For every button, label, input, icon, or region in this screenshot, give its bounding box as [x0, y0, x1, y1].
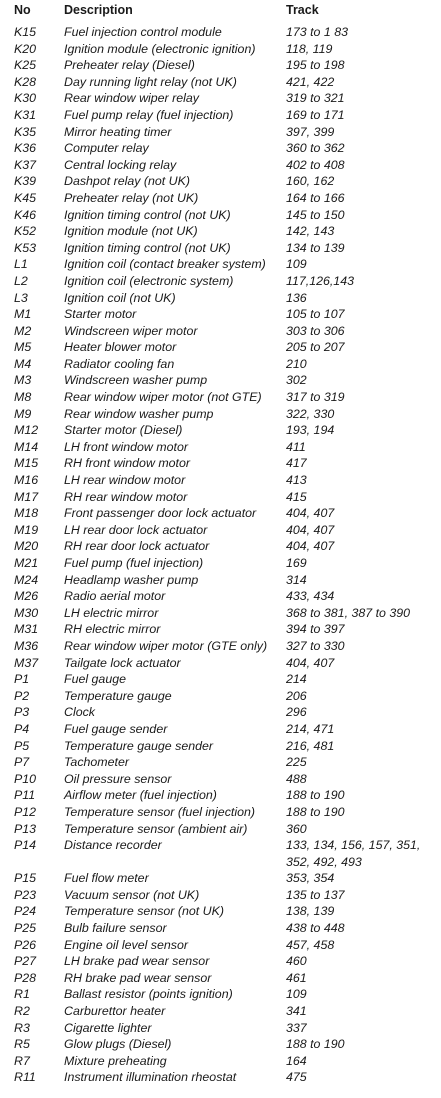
table-row — [0, 605, 441, 622]
row-no: P23 — [14, 887, 37, 902]
row-no: R11 — [14, 1070, 36, 1085]
row-track: 317 to 319 — [286, 390, 345, 405]
row-track: 438 to 448 — [286, 921, 345, 936]
row-no: P14 — [14, 838, 37, 853]
row-description: Ignition module (electronic ignition) — [64, 41, 256, 56]
table-row — [0, 821, 441, 838]
row-track: 225 — [286, 755, 307, 770]
row-no: K25 — [14, 58, 37, 73]
row-description: Temperature gauge sender — [64, 738, 214, 753]
row-no: M19 — [14, 522, 39, 537]
row-description: Vacuum sensor (not UK) — [64, 887, 200, 902]
row-track: 206 — [286, 688, 307, 703]
row-track: 205 to 207 — [286, 340, 345, 355]
table-row — [0, 273, 441, 290]
table-row — [0, 953, 441, 970]
table-row — [0, 555, 441, 572]
row-description: Ignition timing control (not UK) — [64, 207, 231, 222]
table-row — [0, 90, 441, 107]
row-no: P25 — [14, 921, 37, 936]
row-description: Temperature sensor (fuel injection) — [64, 804, 256, 819]
row-no: K46 — [14, 207, 37, 222]
row-track: 135 to 137 — [286, 887, 345, 902]
row-description: Rear window wiper motor (not GTE) — [64, 390, 262, 405]
row-track: 133, 134, 156, 157, 351, 352, 492, 493 — [286, 838, 421, 869]
row-track: 164 — [286, 1053, 307, 1068]
row-track: 327 to 330 — [286, 638, 345, 653]
row-description: Preheater relay (not UK) — [64, 190, 199, 205]
row-description: Distance recorder — [64, 838, 162, 853]
row-no: P7 — [14, 755, 30, 770]
table-row — [0, 522, 441, 539]
table-row — [0, 57, 441, 74]
table-header — [0, 3, 441, 19]
row-description: Starter motor — [64, 307, 137, 322]
table-row — [0, 406, 441, 423]
row-description: Fuel gauge sender — [64, 721, 168, 736]
row-description: Bulb failure sensor — [64, 921, 167, 936]
row-track: 105 to 107 — [286, 307, 345, 322]
table-row — [0, 787, 441, 804]
row-track: 188 to 190 — [286, 804, 345, 819]
table-row — [0, 754, 441, 771]
row-description: Ignition coil (not UK) — [64, 290, 176, 305]
row-track: 404, 407 — [286, 655, 335, 670]
row-description: Rear window wiper motor (GTE only) — [64, 638, 268, 653]
table-row — [0, 970, 441, 987]
table-row — [0, 140, 441, 157]
row-track: 457, 458 — [286, 937, 335, 952]
row-no: M9 — [14, 406, 32, 421]
row-description: Clock — [64, 705, 95, 720]
row-track: 411 — [286, 439, 306, 454]
row-no: R1 — [14, 987, 30, 1002]
row-no: M2 — [14, 323, 32, 338]
row-track: 188 to 190 — [286, 788, 345, 803]
row-track: 368 to 381, 387 to 390 — [286, 605, 411, 620]
row-track: 142, 143 — [286, 224, 335, 239]
row-description: Headlamp washer pump — [64, 572, 199, 587]
row-track: 109 — [286, 257, 307, 272]
row-track: 475 — [286, 1070, 307, 1085]
row-description: Radio aerial motor — [64, 589, 166, 604]
row-description: RH brake pad wear sensor — [64, 970, 212, 985]
row-description: LH rear window motor — [64, 473, 186, 488]
row-description: Rear window washer pump — [64, 406, 214, 421]
row-no: M26 — [14, 589, 39, 604]
row-description: Oil pressure sensor — [64, 771, 172, 786]
row-no: M21 — [14, 556, 39, 570]
row-track: 136 — [286, 290, 307, 305]
row-no: P12 — [14, 804, 37, 819]
row-no: P4 — [14, 721, 30, 736]
row-description: Preheater relay (Diesel) — [64, 58, 195, 73]
row-track: 118, 119 — [286, 41, 333, 56]
row-track: 461 — [286, 970, 307, 985]
row-no: L2 — [14, 273, 28, 288]
table-row — [0, 290, 441, 307]
row-no: M37 — [14, 655, 39, 670]
row-track: 109 — [286, 987, 307, 1002]
table-row — [0, 74, 441, 91]
row-description: Cigarette lighter — [64, 1020, 152, 1035]
row-description: Ignition timing control (not UK) — [64, 240, 231, 255]
row-no: M5 — [14, 340, 32, 355]
row-description: Mixture preheating — [64, 1053, 167, 1068]
row-track: 413 — [286, 473, 307, 488]
row-no: M18 — [14, 506, 39, 521]
table-row — [0, 738, 441, 755]
row-no: M24 — [14, 572, 39, 587]
row-track: 173 to 1 83 — [286, 25, 349, 39]
row-description: Radiator cooling fan — [64, 356, 175, 371]
table-row — [0, 24, 441, 41]
table-row — [0, 505, 441, 522]
row-description: Day running light relay (not UK) — [64, 74, 237, 89]
row-description: Fuel injection control module — [64, 25, 222, 39]
table-row — [0, 439, 441, 456]
table-row — [0, 721, 441, 738]
table-row — [0, 306, 441, 323]
row-no: M8 — [14, 390, 32, 405]
row-description: Airflow meter (fuel injection) — [64, 788, 217, 803]
table-row — [0, 688, 441, 705]
row-description: Tailgate lock actuator — [64, 655, 181, 670]
row-no: K15 — [14, 25, 37, 39]
row-description: Temperature sensor (ambient air) — [64, 821, 248, 836]
row-description: RH front window motor — [64, 456, 191, 471]
row-no: M14 — [14, 439, 39, 454]
row-description: Tachometer — [64, 755, 129, 770]
table-row — [0, 1036, 441, 1053]
row-no: K36 — [14, 141, 37, 156]
row-description: Instrument illumination rheostat — [64, 1070, 237, 1085]
row-track: 188 to 190 — [286, 1037, 345, 1052]
row-no: K20 — [14, 41, 37, 56]
row-track: 404, 407 — [286, 522, 335, 537]
row-no: M12 — [14, 423, 39, 438]
row-track: 303 to 306 — [286, 323, 345, 338]
table-row — [0, 173, 441, 190]
table-row — [0, 572, 441, 589]
row-no: P3 — [14, 705, 30, 720]
row-no: P1 — [14, 672, 30, 687]
table-row — [0, 937, 441, 954]
row-description: Fuel gauge — [64, 672, 127, 687]
row-description: RH rear door lock actuator — [64, 539, 210, 554]
row-no: M3 — [14, 373, 32, 388]
row-no: P10 — [14, 771, 37, 786]
table-row — [0, 455, 441, 472]
table-row — [0, 157, 441, 174]
row-description: Computer relay — [64, 141, 149, 156]
header-track: Track — [286, 3, 319, 17]
row-track: 415 — [286, 489, 307, 504]
table-row — [0, 422, 441, 439]
row-no: P24 — [14, 904, 37, 919]
row-track: 296 — [286, 705, 307, 720]
row-track: 421, 422 — [286, 74, 335, 89]
row-track: 164 to 166 — [286, 190, 345, 205]
row-track: 216, 481 — [286, 738, 335, 753]
row-no: R5 — [14, 1037, 30, 1052]
row-description: Front passenger door lock actuator — [64, 506, 257, 521]
table-row — [0, 389, 441, 406]
row-no: M4 — [14, 356, 32, 371]
row-description: LH front window motor — [64, 439, 188, 454]
row-no: P2 — [14, 688, 30, 703]
row-track: 314 — [286, 572, 307, 587]
row-no: K35 — [14, 124, 37, 139]
row-description: Temperature sensor (not UK) — [64, 904, 225, 919]
row-track: 460 — [286, 954, 307, 969]
row-description: Carburettor heater — [64, 1004, 166, 1019]
row-track: 488 — [286, 771, 307, 786]
row-track: 117,126,143 — [286, 273, 354, 288]
row-track: 322, 330 — [286, 406, 335, 421]
table-row — [0, 771, 441, 788]
row-track: 210 — [286, 356, 307, 371]
table-row — [0, 1053, 441, 1070]
row-no: K37 — [14, 157, 37, 172]
table-row — [0, 804, 441, 821]
table-row — [0, 240, 441, 257]
row-track: 402 to 408 — [286, 157, 345, 172]
row-description: Windscreen washer pump — [64, 373, 208, 388]
table-row — [0, 256, 441, 273]
row-no: K28 — [14, 74, 37, 89]
row-description: Ballast resistor (points ignition) — [64, 987, 233, 1002]
row-description: Glow plugs (Diesel) — [64, 1037, 172, 1052]
table-row — [0, 190, 441, 207]
table-row — [0, 837, 441, 870]
table-row — [0, 671, 441, 688]
row-no: K45 — [14, 190, 37, 205]
row-description: LH brake pad wear sensor — [64, 954, 210, 969]
row-description: Mirror heating timer — [64, 124, 172, 139]
row-track: 353, 354 — [286, 871, 335, 886]
row-description: Windscreen wiper motor — [64, 323, 198, 338]
row-description: RH rear window motor — [64, 489, 188, 504]
row-no: P27 — [14, 954, 37, 969]
row-track: 169 — [286, 556, 307, 570]
table-row — [0, 870, 441, 887]
row-description: Heater blower motor — [64, 340, 177, 355]
row-no: R2 — [14, 1004, 30, 1019]
row-description: Rear window wiper relay — [64, 91, 199, 106]
row-description: Starter motor (Diesel) — [64, 423, 183, 438]
row-track: 433, 434 — [286, 589, 335, 604]
table-row — [0, 124, 441, 141]
row-no: P11 — [14, 788, 36, 803]
table-row — [0, 903, 441, 920]
table-row — [0, 704, 441, 721]
row-no: P28 — [14, 970, 37, 985]
row-description: Temperature gauge — [64, 688, 172, 703]
row-description: Dashpot relay (not UK) — [64, 174, 191, 189]
table-row — [0, 986, 441, 1003]
row-no: M16 — [14, 473, 39, 488]
row-track: 397, 399 — [286, 124, 335, 139]
header-no: No — [14, 3, 31, 17]
table-body — [0, 24, 441, 1086]
row-track: 193, 194 — [286, 423, 335, 438]
row-no: M20 — [14, 539, 39, 554]
row-track: 360 to 362 — [286, 141, 345, 156]
table-row — [0, 655, 441, 672]
table-row — [0, 538, 441, 555]
row-track: 319 to 321 — [286, 91, 345, 106]
table-row — [0, 323, 441, 340]
row-track: 145 to 150 — [286, 207, 345, 222]
row-description: Fuel flow meter — [64, 871, 149, 886]
table-row — [0, 1020, 441, 1037]
row-track: 302 — [286, 373, 307, 388]
table-row — [0, 372, 441, 389]
row-no: M31 — [14, 622, 39, 637]
table-row — [0, 472, 441, 489]
table-row — [0, 207, 441, 224]
table-row — [0, 621, 441, 638]
table-row — [0, 223, 441, 240]
row-description: Engine oil level sensor — [64, 937, 188, 952]
row-track: 417 — [286, 456, 307, 471]
row-track: 134 to 139 — [286, 240, 345, 255]
row-description: Fuel pump relay (fuel injection) — [64, 107, 234, 122]
row-description: Ignition coil (contact breaker system) — [64, 257, 266, 272]
row-description: Central locking relay — [64, 157, 177, 172]
row-no: P15 — [14, 871, 37, 886]
row-no: P26 — [14, 937, 37, 952]
row-no: P5 — [14, 738, 30, 753]
row-no: M15 — [14, 456, 39, 471]
row-no: K31 — [14, 107, 37, 122]
table-row — [0, 887, 441, 904]
row-track: 160, 162 — [286, 174, 335, 189]
table-row — [0, 41, 441, 58]
table-row — [0, 356, 441, 373]
row-track: 404, 407 — [286, 506, 335, 521]
table-row — [0, 1003, 441, 1020]
row-track: 394 to 397 — [286, 622, 345, 637]
table-row — [0, 588, 441, 605]
table-row — [0, 920, 441, 937]
table-row — [0, 1069, 441, 1086]
row-description: Ignition module (not UK) — [64, 224, 198, 239]
table-row — [0, 638, 441, 655]
row-track: 360 — [286, 821, 307, 836]
row-track: 195 to 198 — [286, 58, 345, 73]
row-no: M30 — [14, 605, 39, 620]
row-no: M17 — [14, 489, 39, 504]
row-track: 337 — [286, 1020, 307, 1035]
row-description: Ignition coil (electronic system) — [64, 273, 234, 288]
row-no: L1 — [14, 257, 28, 272]
table-row — [0, 107, 441, 124]
row-no: K39 — [14, 174, 37, 189]
row-no: K53 — [14, 240, 37, 255]
row-no: R7 — [14, 1053, 30, 1068]
row-track: 341 — [286, 1004, 307, 1019]
row-no: P13 — [14, 821, 37, 836]
header-description: Description — [64, 3, 133, 17]
row-description: LH rear door lock actuator — [64, 522, 208, 537]
table-row — [0, 339, 441, 356]
row-description: Fuel pump (fuel injection) — [64, 556, 204, 570]
row-track: 138, 139 — [286, 904, 335, 919]
row-no: M1 — [14, 307, 32, 322]
row-no: K52 — [14, 224, 37, 239]
row-description: LH electric mirror — [64, 605, 159, 620]
row-description: RH electric mirror — [64, 622, 161, 637]
table-row — [0, 489, 441, 506]
row-track: 169 to 171 — [286, 107, 345, 122]
row-track: 214 — [286, 672, 307, 687]
row-track: 404, 407 — [286, 539, 335, 554]
row-track: 214, 471 — [286, 721, 335, 736]
row-no: L3 — [14, 290, 28, 305]
row-no: M36 — [14, 638, 39, 653]
row-no: R3 — [14, 1020, 30, 1035]
row-no: K30 — [14, 91, 37, 106]
